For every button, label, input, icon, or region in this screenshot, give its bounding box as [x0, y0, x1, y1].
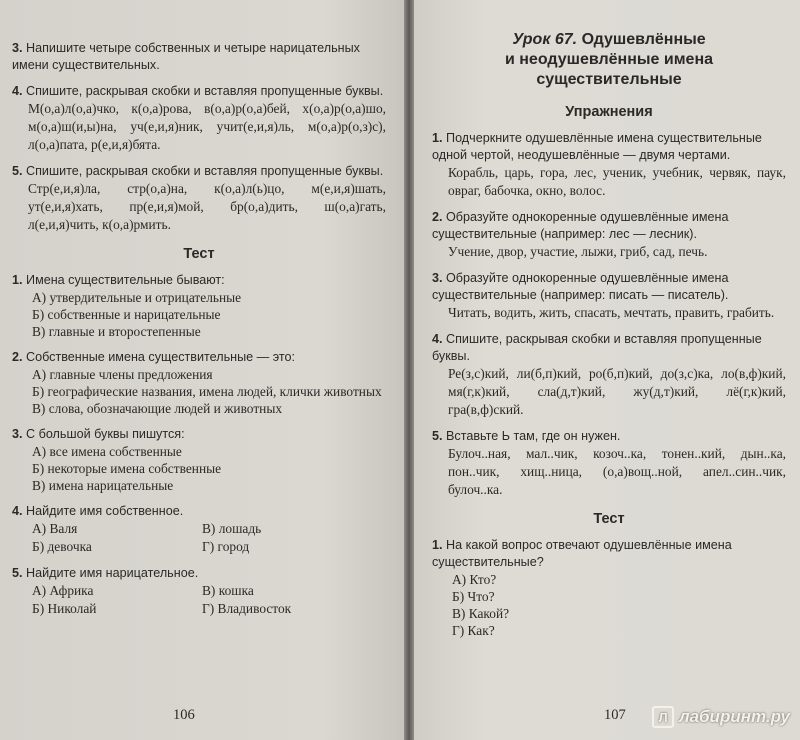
- exercise-4: [432, 331, 786, 419]
- exercise-words: Булоч..ная, мал..чик, козоч..ка, тонен..кий, дын..ка, пон..чик, хищ..ница, (о,а)вощ..ной, апел..син..чик, булоч..ка.: [448, 446, 786, 497]
- question-number: 2.: [12, 350, 23, 364]
- answer-option: В) лошадь: [202, 521, 262, 536]
- exercise-2: [432, 209, 786, 261]
- answer-option: Б) географические названия, имена людей, клички животных: [32, 384, 382, 399]
- answer-option: В) имена нарицательные: [32, 478, 174, 493]
- exercise-text: Вставьте Ь там, где он нужен.: [446, 429, 621, 443]
- answer-option: Б) собственные и нарицательные: [32, 307, 221, 322]
- exercise-number: 3.: [432, 271, 443, 285]
- answer-option: Г) город: [202, 539, 250, 554]
- task-3: [12, 40, 386, 74]
- question-text: Собственные имена существительные — это:: [26, 350, 296, 364]
- answer-option: Б) некоторые имена собственные: [32, 461, 222, 476]
- task-words: М(о,а)л(о,а)чко, к(о,а)рова, в(о,а)р(о,а)бей, х(о,а)р(о,а)шо, м(о,а)ш(и,ы)на, уч(е,и,я)ник, учит(е,и,я)ль, м(о,а)р(о,з)с), л(о,а)пата, р(е,и,я)бята.: [28, 101, 386, 152]
- question-text: Найдите имя собственное.: [26, 504, 184, 518]
- exercise-words: Корабль, царь, гора, лес, ученик, учебник, червяк, паук, овраг, бабочка, окно, волос.: [448, 165, 786, 198]
- question-number: 1.: [432, 538, 443, 552]
- answer-option: А) Валя: [32, 521, 78, 536]
- test-question-4: [12, 503, 386, 556]
- test-question-2: [12, 349, 386, 417]
- task-4: [12, 83, 386, 154]
- question-number: 4.: [12, 504, 23, 518]
- answer-option: А) все имена собственные: [32, 444, 182, 459]
- page-number: 107: [604, 707, 626, 723]
- answer-option: А) утвердительные и отрицательные: [32, 290, 242, 305]
- exercise-number: 4.: [432, 332, 443, 346]
- exercise-text: Подчеркните одушевлённые имена существительные одной чертой, неодушевлённые — двумя чертами.: [432, 131, 762, 162]
- exercise-number: 2.: [432, 210, 443, 224]
- answer-option: В) главные и второстепенные: [32, 324, 201, 339]
- answer-option: А) Африка: [32, 583, 94, 598]
- answer-option: В) слова, обозначающие людей и животных: [32, 401, 283, 416]
- lesson-number: Урок 67.: [512, 31, 578, 48]
- test-question-1: [432, 537, 786, 639]
- task-words: Стр(е,и,я)ла, стр(о,а)на, к(о,а)л(ь)цо, м(е,и,я)шать, ут(е,и,я)хать, пр(е,и,я)мой, бр(о,а)дить, ш(о,а)гать, л(е,и,я)чить, к(о,а)рмить.: [28, 181, 386, 232]
- task-number: 4.: [12, 84, 23, 98]
- exercise-number: 5.: [432, 429, 443, 443]
- test-heading: Тест: [183, 246, 215, 262]
- answer-option: В) Какой?: [452, 606, 510, 621]
- labirint-logo-icon: Л: [652, 706, 674, 728]
- exercise-words: Читать, водить, жить, спасать, мечтать, править, грабить.: [448, 305, 775, 320]
- question-text: Найдите имя нарицательное.: [26, 566, 199, 580]
- test-heading: Тест: [593, 511, 625, 527]
- question-text: Имена существительные бывают:: [26, 273, 225, 287]
- exercise-text: Образуйте однокоренные одушевлённые имена существительные (например: лес — лесник).: [432, 210, 729, 241]
- answer-option: Б) Николай: [32, 601, 97, 616]
- answer-option: Г) Владивосток: [202, 601, 292, 616]
- lesson-title: [432, 30, 786, 90]
- task-text: Спишите, раскрывая скобки и вставляя пропущенные буквы.: [26, 164, 384, 178]
- task-number: 3.: [12, 41, 23, 55]
- labirint-watermark: [652, 706, 790, 728]
- answer-option: В) кошка: [202, 583, 254, 598]
- answer-option: Г) Как?: [452, 623, 495, 638]
- answer-option: А) главные члены предложения: [32, 367, 213, 382]
- page-number: 106: [173, 707, 195, 723]
- exercise-number: 1.: [432, 131, 443, 145]
- book-gutter: [404, 0, 414, 740]
- answer-option: Б) девочка: [32, 539, 92, 554]
- test-question-3: [12, 426, 386, 494]
- right-page: [414, 0, 800, 740]
- question-text: На какой вопрос отвечают одушевлённые имена существительные?: [432, 538, 732, 569]
- test-question-1: [12, 272, 386, 340]
- test-question-5: [12, 565, 386, 618]
- lesson-title-line-2: и неодушевлённые имена: [504, 51, 714, 68]
- watermark-text: лабиринт.ру: [679, 707, 790, 726]
- exercise-3: [432, 270, 786, 322]
- exercise-words: Учение, двор, участие, лыжи, гриб, сад, печь.: [448, 244, 708, 259]
- lesson-title-line-1: Одушевлённые: [581, 31, 706, 48]
- task-number: 5.: [12, 164, 23, 178]
- task-text: Напишите четыре собственных и четыре нарицательных имени существительных.: [12, 41, 360, 72]
- lesson-title-line-3: существительные: [536, 71, 682, 88]
- exercise-1: [432, 130, 786, 200]
- question-number: 1.: [12, 273, 23, 287]
- task-text: Спишите, раскрывая скобки и вставляя пропущенные буквы.: [26, 84, 384, 98]
- answer-option: А) Кто?: [452, 572, 497, 587]
- question-number: 3.: [12, 427, 23, 441]
- answer-option: Б) Что?: [452, 589, 495, 604]
- question-number: 5.: [12, 566, 23, 580]
- task-5: [12, 163, 386, 234]
- exercise-5: [432, 428, 786, 499]
- exercise-text: Спишите, раскрывая скобки и вставляя пропущенные буквы.: [432, 332, 762, 363]
- exercises-heading: Упражнения: [565, 104, 653, 120]
- exercise-words: Ре(з,с)кий, ли(б,п)кий, ро(б,п)кий, до(з,с)ка, ло(в,ф)кий, мя(г,к)кий, сла(д,т)кий, жу(д,т)кий, лё(г,к)кий, гра(в,ф)ский.: [448, 366, 786, 417]
- question-text: С большой буквы пишутся:: [26, 427, 185, 441]
- exercise-text: Образуйте однокоренные одушевлённые имена существительные (например: писать — писатель).: [432, 271, 729, 302]
